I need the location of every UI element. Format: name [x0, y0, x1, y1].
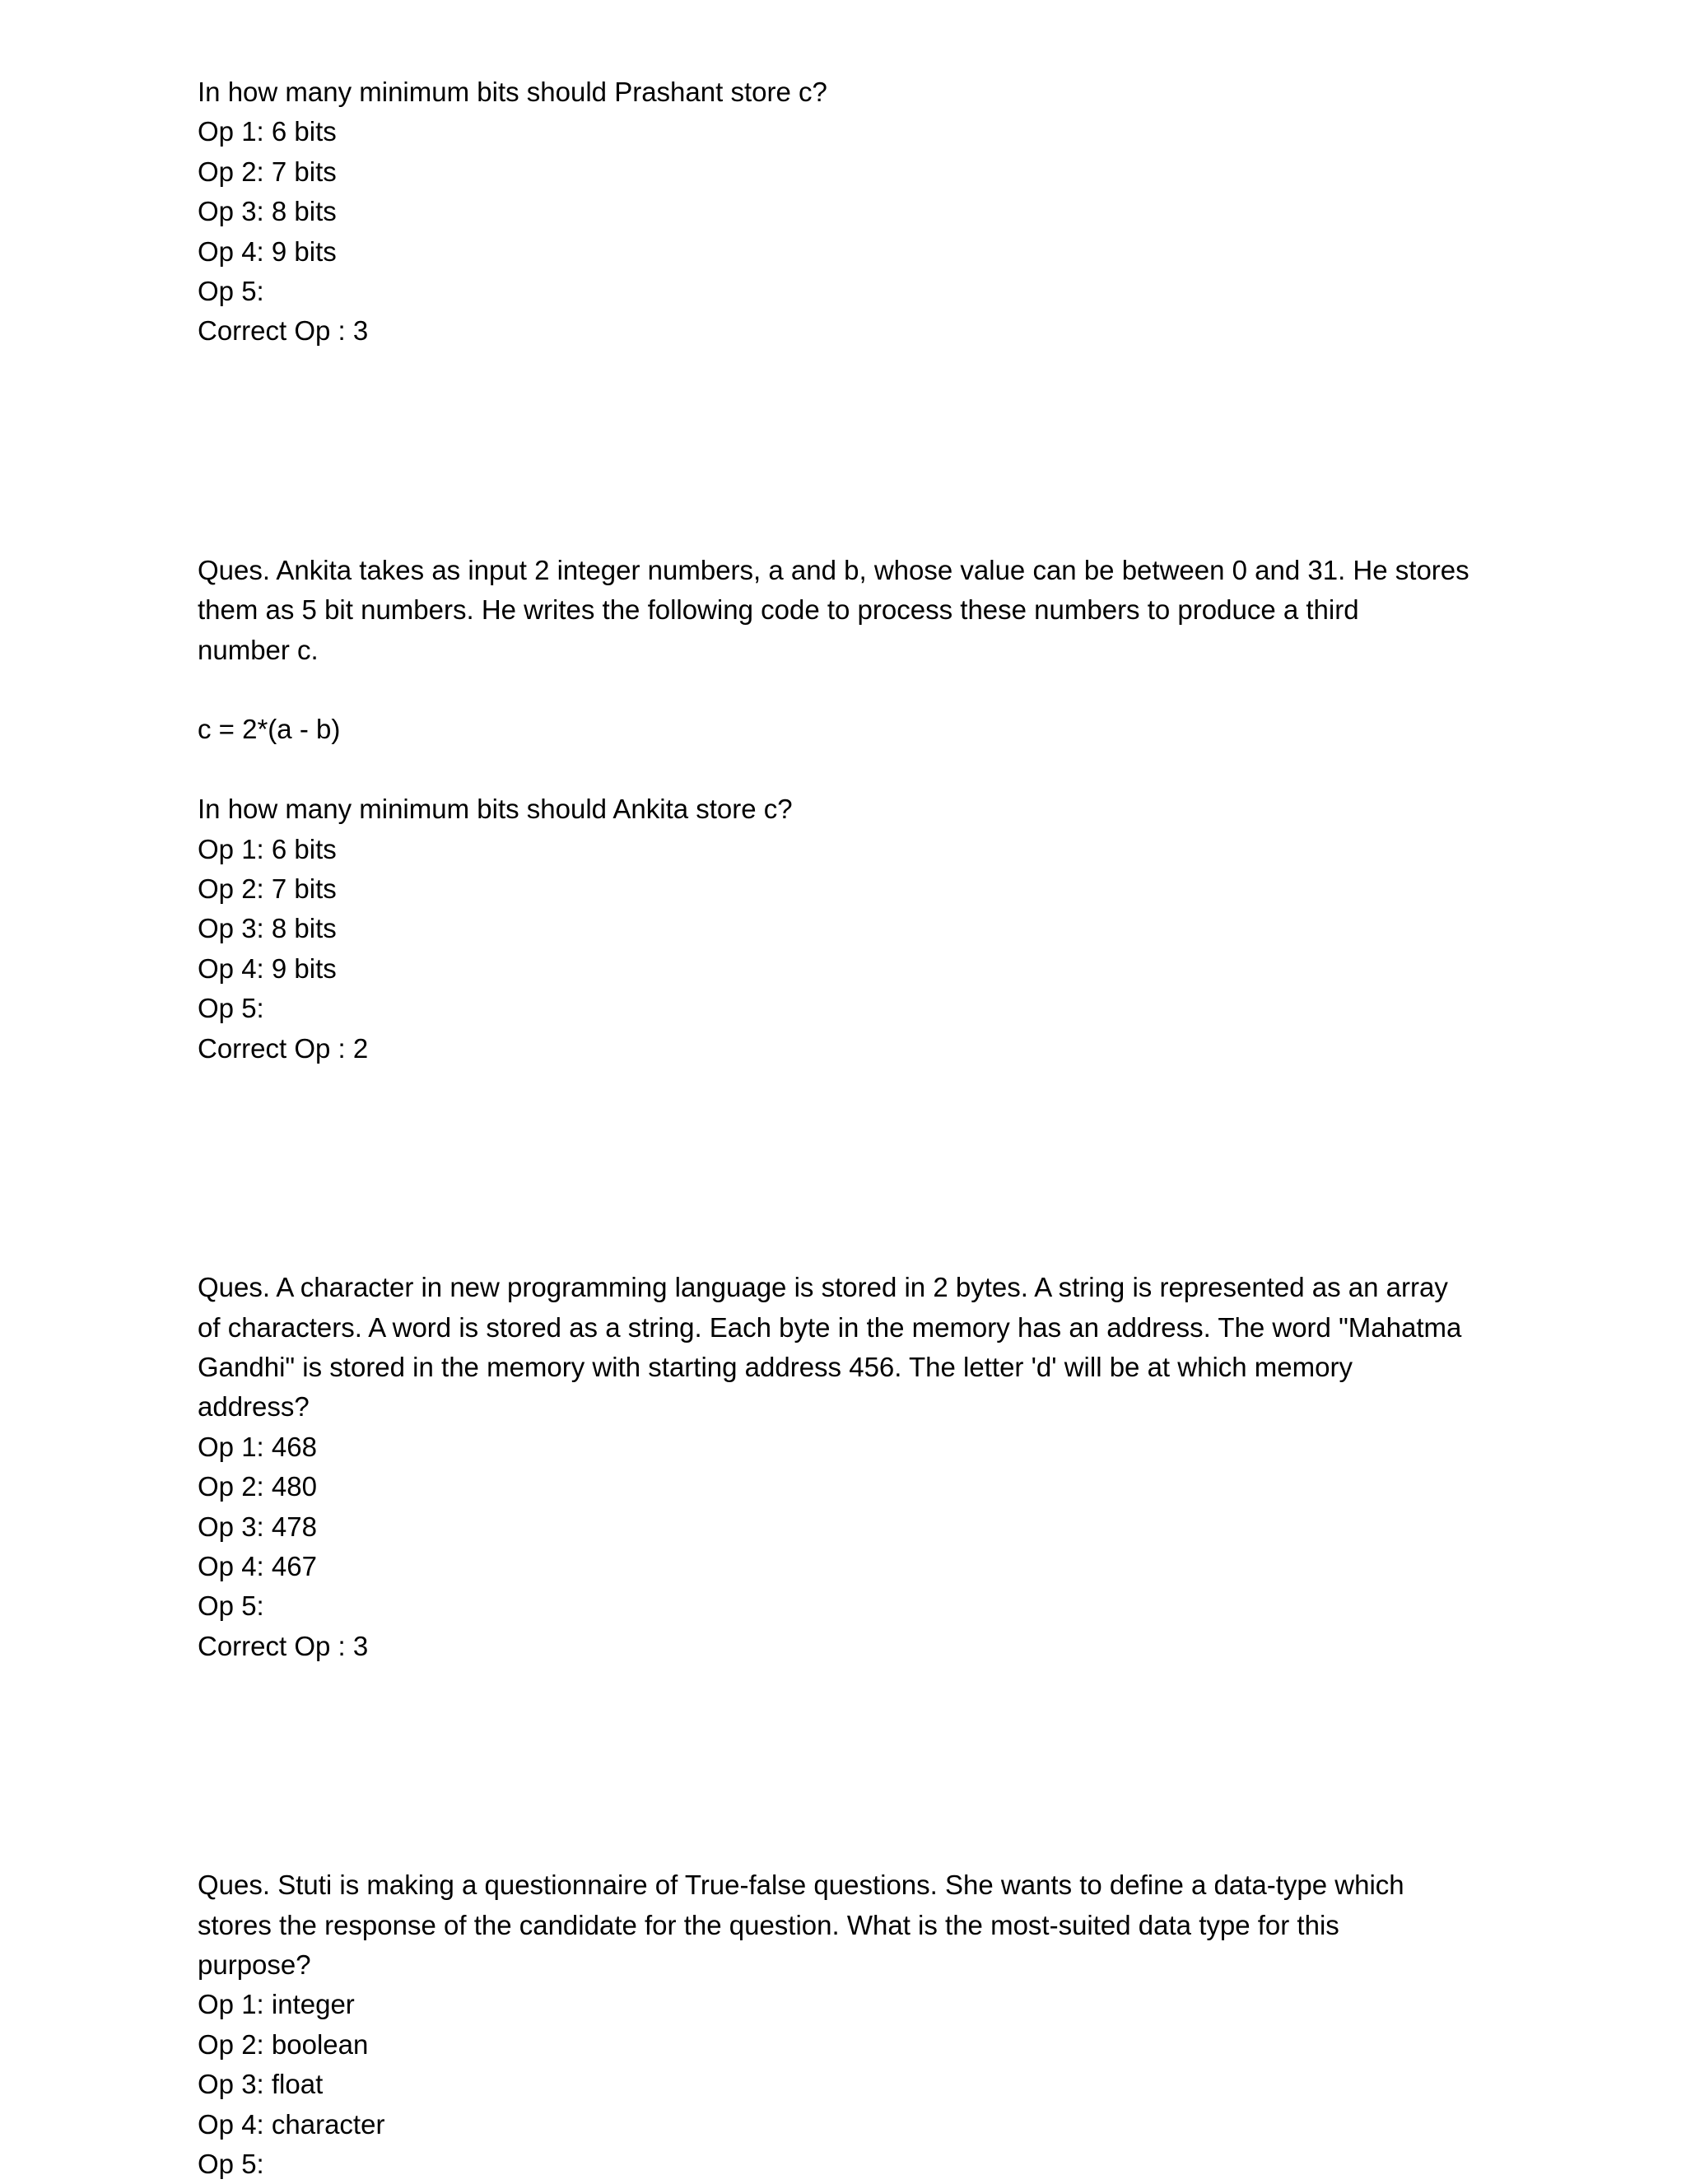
option-1: Op 1: 468	[198, 1431, 317, 1462]
question-text-line: of characters. A word is stored as a string. Each byte in the memory has an address. The word "Mahatma	[198, 1311, 1462, 1343]
question-text-line: Ques. Ankita takes as input 2 integer numbers, a and b, whose value can be between 0 and 31. He stores	[198, 554, 1469, 585]
correct-option: Correct Op : 2	[198, 1032, 369, 1064]
document-content	[198, 72, 1498, 2184]
option-2: Op 2: 7 bits	[198, 156, 337, 187]
option-1: Op 1: 6 bits	[198, 116, 337, 147]
spacer	[198, 352, 1498, 551]
option-5: Op 5:	[198, 2149, 264, 2179]
option-1: Op 1: 6 bits	[198, 833, 337, 864]
question-text-line: Ques. Stuti is making a questionnaire of True-false questions. She wants to define a data-type which	[198, 1870, 1404, 1901]
question-text-line: Ques. A character in new programming language is stored in 2 bytes. A string is represented as an array	[198, 1272, 1448, 1303]
option-3: Op 3: 478	[198, 1511, 317, 1542]
option-4: Op 4: 467	[198, 1550, 317, 1581]
option-4: Op 4: 9 bits	[198, 235, 337, 267]
question-prompt: In how many minimum bits should Prashant store c?	[198, 77, 827, 107]
question-prompt: In how many minimum bits should Ankita store c?	[198, 794, 793, 825]
correct-option: Correct Op : 3	[198, 1630, 369, 1661]
question-text-line: stores the response of the candidate for the question. What is the most-suited data type for this	[198, 1909, 1339, 1940]
question-block	[198, 1268, 1498, 1666]
code-line: c = 2*(a - b)	[198, 714, 341, 745]
option-3: Op 3: 8 bits	[198, 196, 337, 227]
question-text-line: Gandhi" is stored in the memory with starting address 456. The letter 'd' will be at which memory	[198, 1351, 1353, 1382]
option-5: Op 5:	[198, 276, 264, 307]
question-text-line: address?	[198, 1391, 310, 1423]
option-3: Op 3: float	[198, 2069, 324, 2100]
option-5: Op 5:	[198, 1590, 264, 1622]
option-4: Op 4: 9 bits	[198, 952, 337, 984]
spacer	[198, 1666, 1498, 1865]
option-2: Op 2: boolean	[198, 2028, 369, 2060]
question-text-line: purpose?	[198, 1949, 311, 1980]
option-3: Op 3: 8 bits	[198, 913, 337, 944]
option-5: Op 5:	[198, 993, 264, 1024]
option-4: Op 4: character	[198, 2108, 385, 2140]
spacer	[198, 670, 1498, 710]
option-2: Op 2: 7 bits	[198, 873, 337, 905]
question-block	[198, 72, 1498, 352]
question-block	[198, 1865, 1498, 2184]
option-1: Op 1: integer	[198, 1989, 355, 2020]
spacer	[198, 1069, 1498, 1268]
question-text-line: them as 5 bit numbers. He writes the following code to process these numbers to produce a third	[198, 594, 1359, 626]
spacer	[198, 750, 1498, 789]
question-text-line: number c.	[198, 634, 319, 665]
option-2: Op 2: 480	[198, 1471, 317, 1502]
question-block	[198, 551, 1498, 1069]
correct-option: Correct Op : 3	[198, 315, 369, 347]
